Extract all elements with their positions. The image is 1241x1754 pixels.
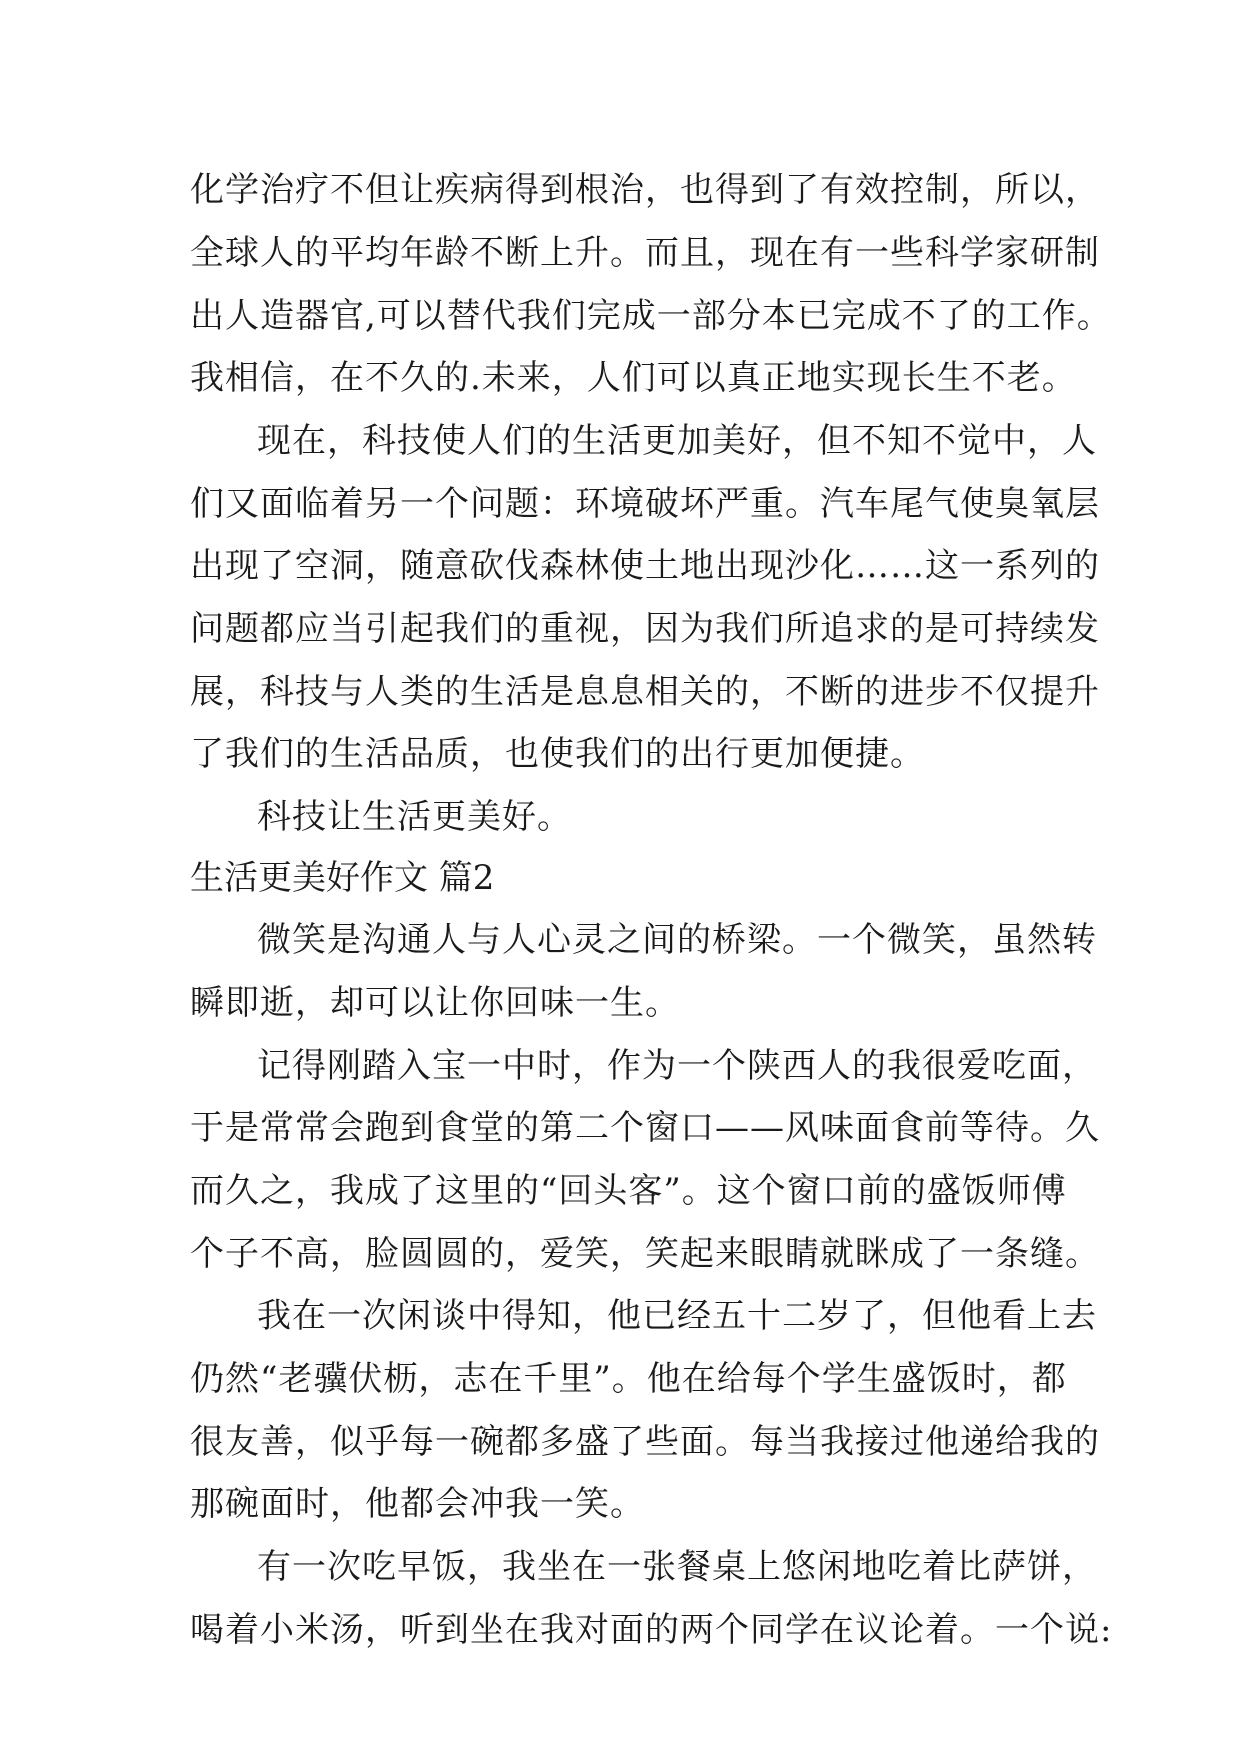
text-line: 而久之，我成了这里的“回头客”。这个窗口前的盛饭师傅 bbox=[190, 1171, 1067, 1211]
text-line: 很友善，似乎每一碗都多盛了些面。每当我接过他递给我的 bbox=[190, 1422, 1100, 1462]
text-line: 全球人的平均年龄不断上升。而且，现在有一些科学家研制 bbox=[190, 233, 1100, 273]
text-line: 问题都应当引起我们的重视，因为我们所追求的是可持续发 bbox=[190, 609, 1100, 649]
paragraph-first-line: 微笑是沟通人与人心灵之间的桥梁。一个微笑，虽然转 bbox=[257, 920, 1097, 960]
paragraph-first-line: 科技让生活更美好。 bbox=[257, 797, 572, 837]
text-line: 出现了空洞，随意砍伐森林使土地出现沙化……这一系列的 bbox=[190, 546, 1100, 586]
text-line: 出人造器官,可以替代我们完成一部分本已完成不了的工作。 bbox=[190, 296, 1112, 336]
text-line: 仍然“老骥伏枥，志在千里”。他在给每个学生盛饭时，都 bbox=[190, 1359, 1067, 1399]
text-line: 展，科技与人类的生活是息息相关的，不断的进步不仅提升 bbox=[190, 672, 1100, 712]
paragraph-first-line: 有一次吃早饭，我坐在一张餐桌上悠闲地吃着比萨饼， bbox=[257, 1547, 1097, 1587]
paragraph-first-line: 我在一次闲谈中得知，他已经五十二岁了，但他看上去 bbox=[257, 1296, 1097, 1336]
text-line: 喝着小米汤，听到坐在我对面的两个同学在议论着。一个说: bbox=[190, 1610, 1113, 1650]
section-heading: 生活更美好作文 篇2 bbox=[190, 858, 495, 898]
text-line: 化学治疗不但让疾病得到根治，也得到了有效控制，所以， bbox=[190, 170, 1100, 210]
text-line: 我相信，在不久的.未来，人们可以真正地实现长生不老。 bbox=[190, 358, 1077, 398]
paragraph-first-line: 记得刚踏入宝一中时，作为一个陕西人的我很爱吃面， bbox=[257, 1046, 1097, 1086]
text-line: 个子不高，脸圆圆的，爱笑，笑起来眼睛就眯成了一条缝。 bbox=[190, 1234, 1100, 1274]
text-line: 瞬即逝，却可以让你回味一生。 bbox=[190, 983, 680, 1023]
text-line: 于是常常会跑到食堂的第二个窗口——风味面食前等待。久 bbox=[190, 1108, 1100, 1148]
text-line: 了我们的生活品质，也使我们的出行更加便捷。 bbox=[190, 734, 925, 774]
paragraph-first-line: 现在，科技使人们的生活更加美好，但不知不觉中，人 bbox=[257, 421, 1097, 461]
text-line: 那碗面时，他都会冲我一笑。 bbox=[190, 1484, 645, 1524]
text-line: 们又面临着另一个问题：环境破坏严重。汽车尾气使臭氧层 bbox=[190, 484, 1100, 524]
